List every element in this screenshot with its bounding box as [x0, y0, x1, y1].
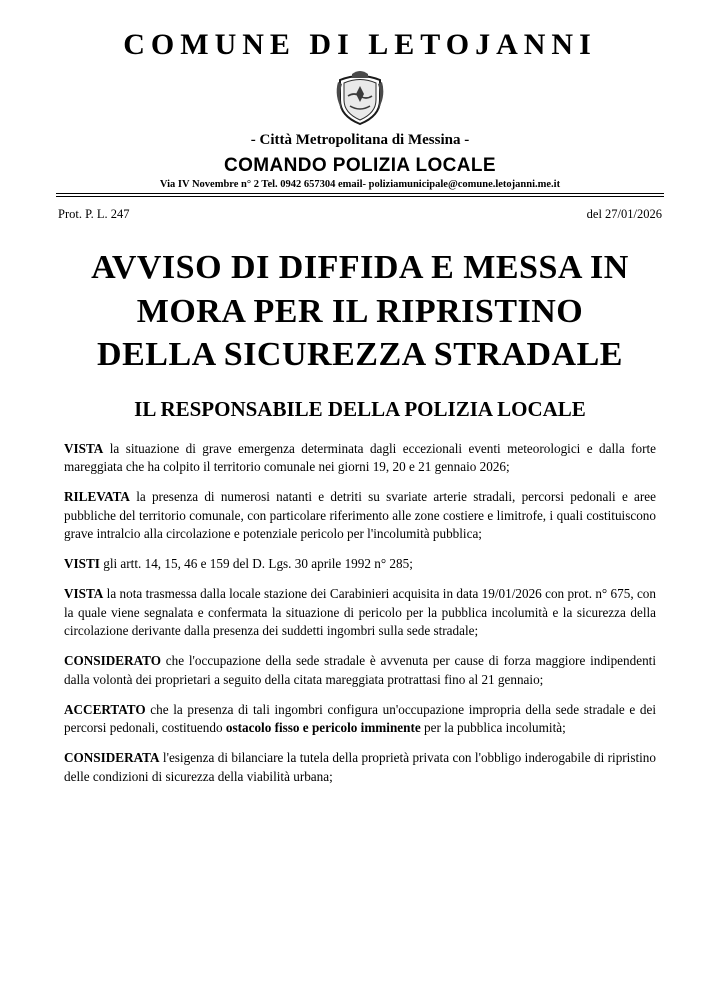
paragraph-text-after: per la pubblica incolumità; — [420, 720, 566, 736]
protocol-number: Prot. P. L. 247 — [58, 207, 130, 221]
paragraph-lead: CONSIDERATO — [64, 653, 161, 669]
contact-line: Via IV Novembre n° 2 Tel. 0942 657304 email- poliziamunicipale@comune.letojanni.me.it — [159, 179, 561, 190]
paragraph-text: che la presenza di tali ingombri configura un'occupazione impropria della sede stradale e dei percorsi pedonali, costituendo — [64, 701, 656, 736]
paragraph — [64, 652, 656, 689]
document-title: AVVISO DI DIFFIDA E MESSA IN MORA PER IL RIPRISTINO DELLA SICUREZZA STRADALE — [91, 249, 629, 374]
header-divider-bottom — [56, 196, 664, 197]
paragraph-lead: ACCERTATO — [64, 701, 146, 717]
municipality-title: COMUNE DI LETOJANNI — [123, 28, 597, 61]
paragraph-text: la nota trasmessa dalla locale stazione dei Carabinieri acquisita in data 19/01/2026 con prot. n° 675, con la quale viene segnalata e confermata la situazione di pericolo per la pubblica incolumità e la sicurezza della circolazione derivante dalla presenza dei suddetti ingombri sulla sede stradale; — [64, 585, 656, 639]
paragraph-text: l'esigenza di bilanciare la tutela della proprietà privata con l'obbligo inderogabile di ripristino delle condizioni di sicurezza della viabilità urbana; — [64, 750, 656, 784]
command-title: COMANDO POLIZIA LOCALE — [224, 155, 496, 176]
paragraph-text: la situazione di grave emergenza determinata dagli eccezionali eventi meteorologici e dalla forte mareggiata che ha colpito il territorio comunale nei giorni 19, 20 e 21 gennaio 2026; — [64, 440, 656, 475]
paragraph-lead: RILEVATA — [64, 489, 130, 505]
protocol-row — [56, 207, 664, 222]
paragraph-emphasis: ostacolo fisso e pericolo imminente — [225, 720, 421, 736]
province-subtitle: - Città Metropolitana di Messina - — [250, 132, 470, 148]
paragraph — [64, 555, 656, 574]
paragraph — [64, 585, 656, 641]
paragraph-lead: VISTA — [64, 585, 104, 601]
paragraph-text: la presenza di numerosi natanti e detriti su svariate arterie stradali, percorsi pedonali e aree pubbliche del territorio comunale, con particolare riferimento alle zone costiere e limitrofe, i quali costituiscono grave intralcio alla circolazione e potenziale pericolo per l'incolumità pubblica; — [64, 489, 656, 542]
paragraph-lead: VISTI — [64, 556, 100, 572]
protocol-date: del 27/01/2026 — [586, 207, 662, 221]
paragraph — [64, 701, 656, 738]
paragraph — [64, 488, 656, 544]
paragraph — [64, 440, 656, 477]
document-body — [56, 440, 664, 787]
paragraph-text: gli artt. 14, 15, 46 e 159 del D. Lgs. 30 aprile 1992 n° 285; — [99, 556, 413, 572]
coat-of-arms-icon — [334, 66, 386, 128]
document-subtitle: IL RESPONSABILE DELLA POLIZIA LOCALE — [134, 396, 586, 421]
paragraph-text: che l'occupazione della sede stradale è avvenuta per cause di forza maggiore indipendenti dalla volontà dei proprietari a seguito della citata mareggiata protrattasi fino al 21 gennaio; — [64, 653, 656, 687]
paragraph — [64, 749, 656, 786]
header-divider-top — [56, 193, 664, 194]
paragraph-lead: CONSIDERATA — [64, 750, 160, 766]
crest-container — [56, 66, 664, 128]
paragraph-lead: VISTA — [64, 440, 104, 456]
